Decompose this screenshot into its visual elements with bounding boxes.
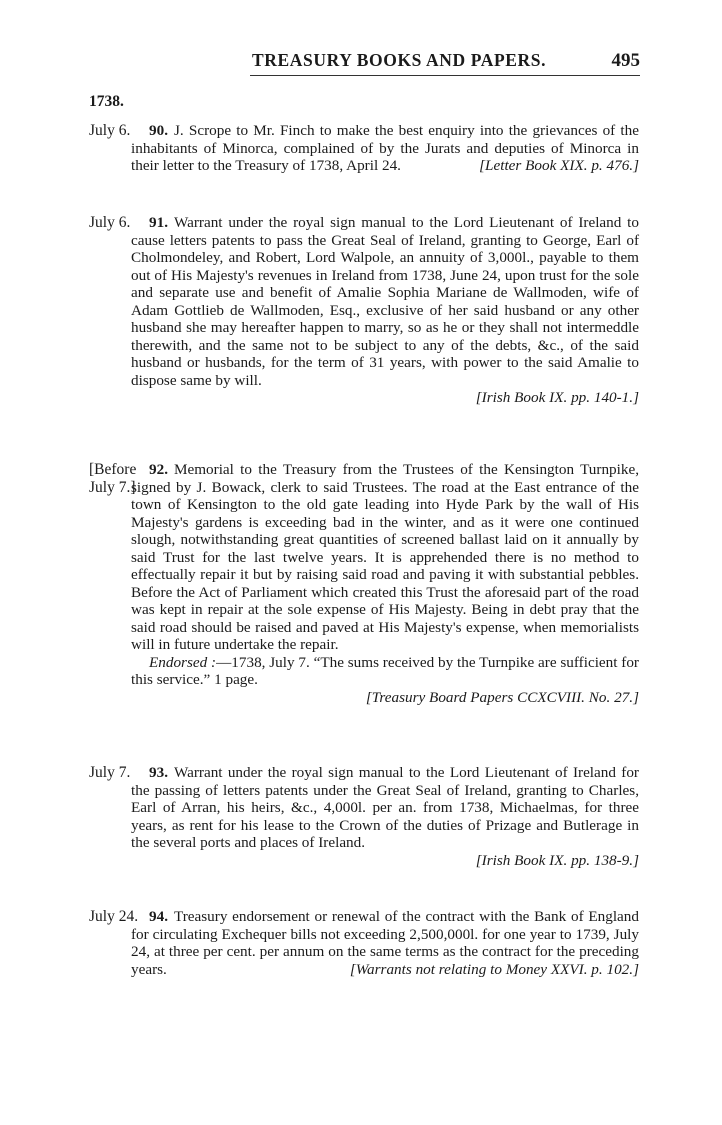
entry-reference: [Warrants not relating to Money XXVI. p. 102.] xyxy=(349,960,639,978)
entry-94 xyxy=(89,908,639,978)
entry-number: 90. xyxy=(149,122,168,139)
entry-body xyxy=(131,764,639,852)
entry-text: Treasury endorsement or renewal of the contract with the Bank of England for circulating Exchequer bills not exceeding 2,500,000l. for one year to 1739, July 24, at three per cent. per annum on the same terms as the contract for the preceding years. xyxy=(131,908,639,978)
entry-date: July 7. xyxy=(89,764,131,781)
entry-body xyxy=(131,461,639,654)
entry-text: J. Scrope to Mr. Finch to make the best enquiry into the grievances of the inhabitants of Minorca, complained of by the Jurats and deputies of Minorca in their letter to the Treasury of 1738, April 24. xyxy=(131,122,639,174)
page-number: 495 xyxy=(611,50,640,71)
entry-body xyxy=(131,122,639,175)
entry-number: 94. xyxy=(149,908,168,925)
entry-text: Warrant under the royal sign manual to the Lord Lieutenant of Ireland for the passing of letters patents under the Great Seal of Ireland, granting to Charles, Earl of Arran, his heirs, &c., 4,000l. per an. from 1738, Michaelmas, for three years, as rent for his lease to the Crown of the duties of Prizage and Butlerage in the several ports and places of Ireland. xyxy=(131,764,639,851)
entry-date: July 6. xyxy=(89,122,131,139)
entry-number: 91. xyxy=(149,214,168,231)
entry-text: Warrant under the royal sign manual to the Lord Lieutenant of Ireland to cause letters patents to pass the Great Seal of Ireland, granting to George, Earl of Cholmondeley, and Robert, Lord Walpole, an annuity of 3,000l., payable to them out of His Majesty's revenues in Ireland from 1738, June 24, upon trust for the sole and separate use and benefit of Amalie Sophia Mariane de Wallmoden, wife of Adam Gottlieb de Wallmoden, Esq., exclusive of her said husband or any other husband she may hereafter happen to marry, so as he or they shall not intermeddle therewith, and the same not to be subject to any of the debts, &c., of the said husband or husbands, for the term of 31 years, with power to the said Amalie to dispose same by will. xyxy=(131,214,639,389)
entry-endorsement xyxy=(131,654,639,689)
entry-body xyxy=(131,214,639,389)
endorsed-text: —1738, July 7. “The sums received by the Turnpike are sufficient for this service.” 1 page. xyxy=(131,653,639,688)
running-title: TREASURY BOOKS AND PAPERS. xyxy=(252,50,547,70)
entry-reference: [Letter Book XIX. p. 476.] xyxy=(479,157,639,174)
entry-date: July 24. xyxy=(89,908,139,925)
entry-number: 93. xyxy=(149,764,168,781)
endorsed-label: Endorsed : xyxy=(149,653,217,671)
entry-date xyxy=(89,461,137,496)
entry-date-line: [Before xyxy=(89,461,137,478)
entry-date: July 6. xyxy=(89,214,131,231)
entry-92 xyxy=(89,461,639,706)
entry-date-line: July 7.] xyxy=(89,478,136,496)
entry-body xyxy=(131,908,639,978)
header-rule xyxy=(250,75,640,76)
entry-text: Memorial to the Treasury from the Trustees of the Kensington Turnpike, signed by J. Bowack, clerk to said Trustees. The road at the East entrance of the town of Kensington to the old gate leading into Hyde Park by the wall of His Majesty's gardens is exceeding bad in the winter, and as it were one continued slough, notwithstanding great quantities of screened ballast laid on it annually by said Trust for the last twelve years. It is apprehended there is no method to effectually repair it but by raising said road and paving it with substantial pebbles. Before the Act of Parliament which created this Trust the aforesaid part of the road was kept in repair at the sole expense of His Majesty. Being in debt pray that the said road should be raised and paved at His Majesty's expense, when memorialists will in future undertake the repair. xyxy=(131,461,639,653)
entry-91 xyxy=(89,214,639,407)
entry-reference: [Irish Book IX. pp. 138-9.] xyxy=(475,851,639,869)
running-header xyxy=(230,50,640,76)
entry-reference: [Treasury Board Papers CCXCVIII. No. 27.] xyxy=(365,688,639,706)
entry-reference: [Irish Book IX. pp. 140-1.] xyxy=(475,389,639,406)
entry-93 xyxy=(89,764,639,869)
year-heading: 1738. xyxy=(89,93,124,110)
entry-90 xyxy=(89,122,639,175)
entry-number: 92. xyxy=(149,461,168,478)
